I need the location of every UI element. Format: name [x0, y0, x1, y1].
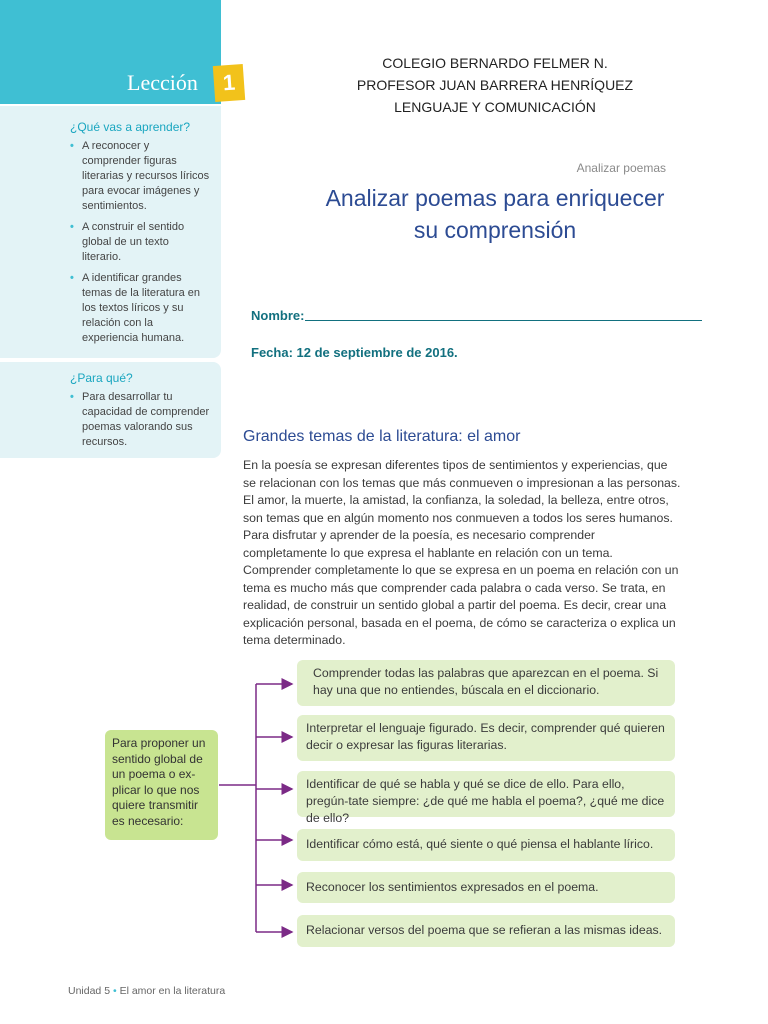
diagram-step: Identificar cómo está, qué siente o qué piensa el hablante lírico.: [297, 829, 675, 861]
paragraph-1: En la poesía se expresan diferentes tipos de sentimientos y experiencias, que se relacionan con los temas que más conmueven o impresionan a las personas. El amor, la muerte, la amistad, la confianza, la soledad, la belleza, entre otros, son temas que en algún momento nos conmueven a todos los seres humanos. Para disfrutar y aprender de la poesía, es necesario comprender completamente lo que expresa el hablante en relación con un tema.: [243, 458, 681, 560]
page-footer: [68, 985, 225, 997]
learn-item: • A reconocer y comprender figuras literarias y recursos líricos para evocar imágenes y sentimientos.: [70, 139, 210, 214]
diagram-step: Reconocer los sentimientos expresados en el poema.: [297, 872, 675, 903]
section-kicker: Analizar poemas: [576, 161, 666, 175]
lesson-label: Lección: [127, 70, 198, 95]
footer-unit: Unidad 5: [68, 985, 111, 997]
footer-title: El amor en la literatura: [119, 985, 226, 997]
date-label: Fecha: 12 de septiembre de 2016.: [251, 345, 458, 360]
footer-bullet: •: [112, 985, 117, 997]
learn-title: ¿Qué vas a aprender?: [70, 120, 191, 134]
why-title: ¿Para qué?: [70, 371, 133, 385]
section-title: Grandes temas de la literatura: el amor: [243, 428, 521, 445]
why-item: • Para desarrollar tu capacidad de comprender poemas valorando sus recursos.: [70, 390, 210, 450]
school-name: COLEGIO BERNARDO FELMER N.: [382, 55, 608, 71]
learn-item: • A construir el sentido global de un texto literario.: [70, 220, 210, 265]
subject-name: LENGUAJE Y COMUNICACIÓN: [394, 99, 596, 115]
paragraph-2: Comprender completamente lo que se expresa en un poema en relación con un tema es mucho más que comprender cada palabra o cada verso. Se trata, en realidad, de construir un sentido global a partir del poema. Es decir, crear una explicación personal, basada en el poema, de cómo se caracteriza o explica un tema determinado.: [243, 563, 679, 647]
page-title-line-2: su comprensión: [413, 217, 577, 243]
lesson-number-badge: 1: [213, 64, 245, 102]
diagram-source-box: Para proponer un sentido global de un poema o ex-plicar lo que nos quiere transmitir es necesario:: [105, 730, 218, 840]
learn-item: • A identificar grandes temas de la literatura en los textos líricos y su relación con la experiencia humana.: [70, 271, 210, 346]
page-title-line-1: Analizar poemas para enriquecer: [325, 185, 665, 211]
diagram-step: Comprender todas las palabras que aparezcan en el poema. Si hay una que no entiendes, búscala en el diccionario.: [297, 660, 675, 706]
diagram-step: Relacionar versos del poema que se refieran a las mismas ideas.: [297, 915, 675, 947]
diagram-step: Identificar de qué se habla y qué se dice de ello. Para ello, pregún-tate siempre: ¿de qué me habla el poema?, ¿qué me dice de ello?: [297, 771, 675, 817]
diagram-step: Interpretar el lenguaje figurado. Es decir, comprender qué quieren decir o expresar las figuras literarias.: [297, 715, 675, 761]
teacher-name: PROFESOR JUAN BARRERA HENRÍQUEZ: [356, 77, 634, 93]
name-label: Nombre:: [251, 308, 305, 323]
